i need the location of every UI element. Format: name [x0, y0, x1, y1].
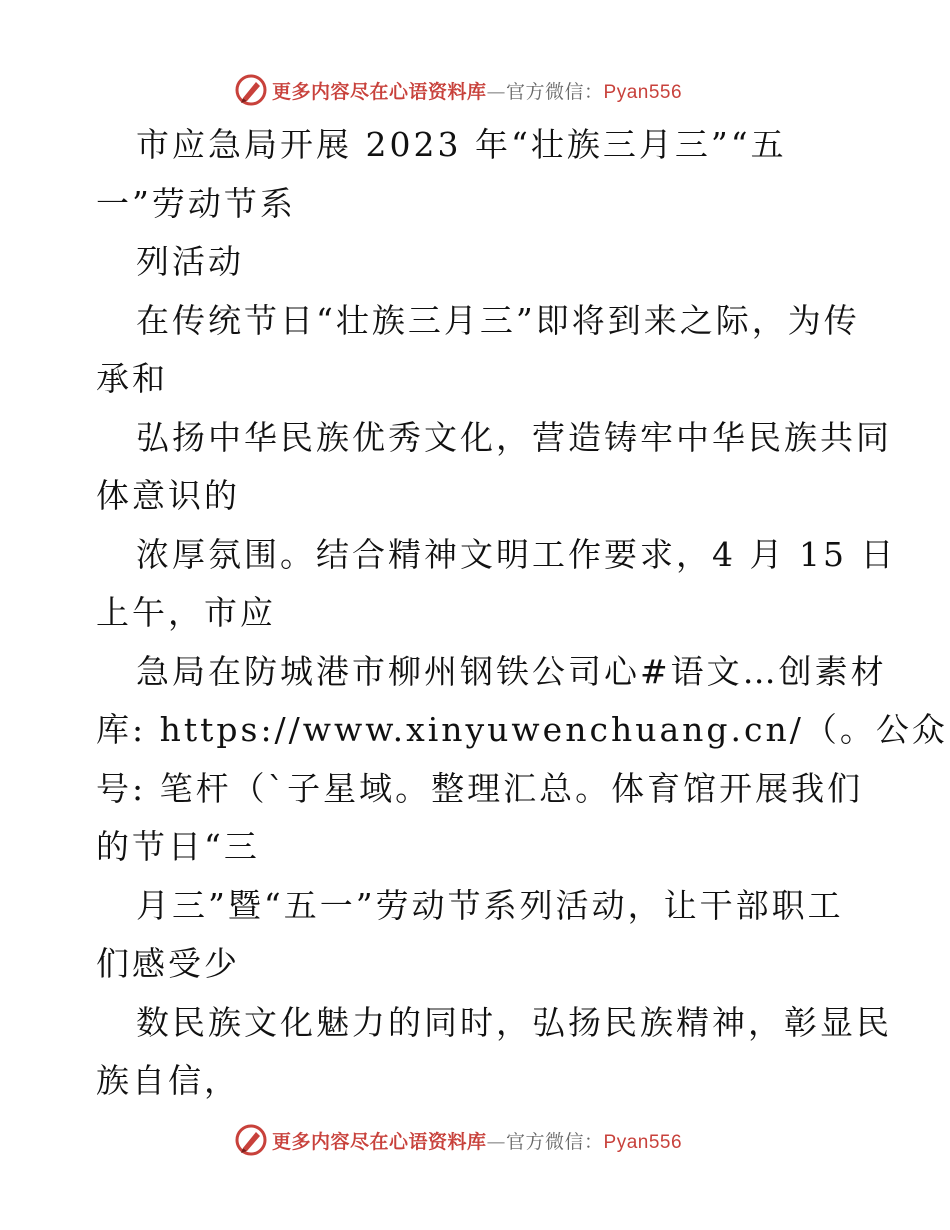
- banner-dash: —: [486, 80, 507, 103]
- banner-main-text: 更多内容尽在心语资料库: [272, 80, 487, 103]
- footer-banner: [234, 1122, 734, 1158]
- banner-wechat-label: 官方微信：: [506, 80, 604, 103]
- text-line: 急局在防城港市柳州钢铁公司心#语文…创素材: [136, 651, 887, 691]
- pen-logo-icon: [234, 1123, 268, 1157]
- text-line: 一”劳动节系: [96, 183, 296, 223]
- text-line: 库: https://www.xinyuwenchuang.cn/（。公众: [96, 710, 948, 749]
- banner-wechat-label: 官方微信：: [506, 1130, 604, 1153]
- text-line: 号: 笔杆（`子星域。整理汇总。体育馆开展我们: [96, 768, 864, 808]
- text-line: 们感受少: [96, 944, 240, 983]
- text-line: 市应急局开展 2023 年“壮族三月三”“五: [136, 125, 787, 164]
- text-line: 上午，市应: [96, 593, 276, 632]
- text-line: 族自信，: [96, 1061, 240, 1100]
- banner-wechat-id: Pyan556: [603, 1131, 683, 1153]
- text-line: 弘扬中华民族优秀文化，营造铸牢中华民族共同: [136, 417, 892, 457]
- text-line: 浓厚氛围。结合精神文明工作要求，4 月 15 日: [136, 534, 897, 574]
- text-line: 列活动: [136, 242, 244, 281]
- banner-wechat-id: Pyan556: [603, 81, 683, 103]
- banner-main-text: 更多内容尽在心语资料库: [272, 1130, 487, 1153]
- banner-dash: —: [486, 1130, 507, 1153]
- text-line: 在传统节日“壮族三月三”即将到来之际，为传: [136, 300, 860, 340]
- text-line: 的节日“三: [96, 827, 260, 866]
- text-line: 承和: [96, 359, 168, 398]
- text-line: 体意识的: [96, 476, 240, 515]
- pen-logo-icon: [234, 73, 268, 107]
- text-line: 月三”暨“五一”劳动节系列活动，让干部职工: [136, 885, 844, 925]
- header-banner: [234, 72, 734, 108]
- text-line: 数民族文化魅力的同时，弘扬民族精神，彰显民: [136, 1002, 892, 1042]
- document-body: [96, 116, 948, 1111]
